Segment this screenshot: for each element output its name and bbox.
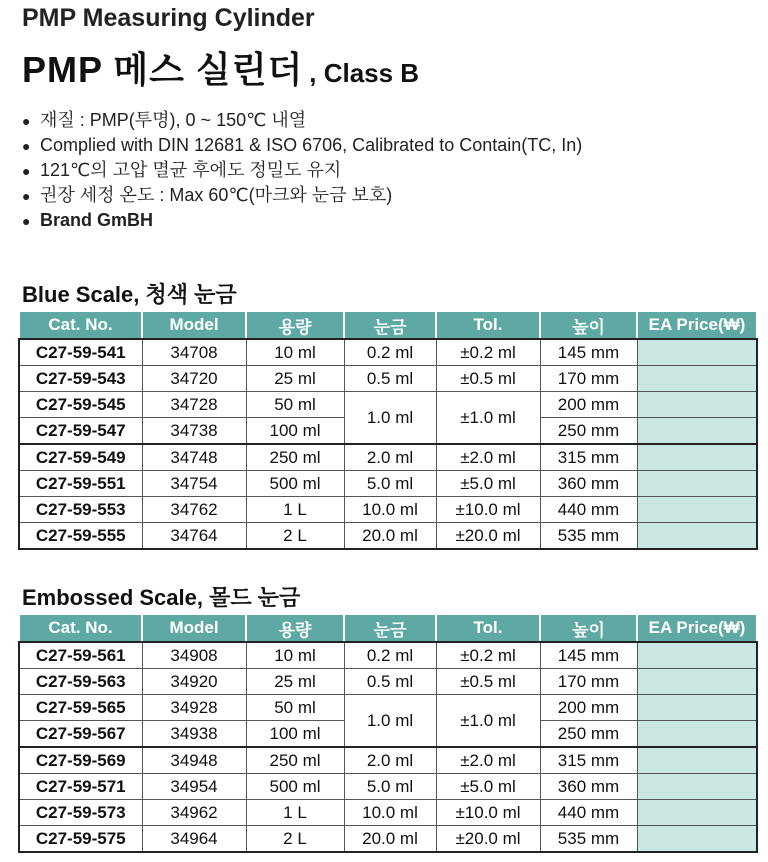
cell-graduation: 1.0 ml: [344, 392, 436, 445]
cell-cat-no: C27-59-573: [19, 800, 142, 826]
cell-ea-price: [637, 826, 757, 853]
cell-tolerance: ±5.0 ml: [436, 471, 540, 497]
title-class: , Class B: [309, 58, 420, 88]
cell-graduation: 1.0 ml: [344, 695, 436, 748]
cell-ea-price: [637, 471, 757, 497]
cell-model: 34920: [142, 669, 246, 695]
col-header-height: 높이: [540, 311, 637, 339]
cell-cat-no: C27-59-549: [19, 444, 142, 471]
cell-capacity: 25 ml: [246, 669, 344, 695]
page-title: PMP Measuring Cylinder: [22, 4, 315, 32]
col-header-capacity: 용량: [246, 614, 344, 642]
col-header-cat-no: Cat. No.: [19, 614, 142, 642]
cell-capacity: 500 ml: [246, 471, 344, 497]
table-row: [19, 444, 757, 471]
cell-cat-no: C27-59-553: [19, 497, 142, 523]
cell-cat-no: C27-59-569: [19, 747, 142, 774]
cell-cat-no: C27-59-541: [19, 339, 142, 366]
bullet-icon: ●: [22, 138, 31, 154]
cell-height: 315 mm: [540, 747, 637, 774]
cell-capacity: 500 ml: [246, 774, 344, 800]
cell-model: 34764: [142, 523, 246, 550]
cell-height: 360 mm: [540, 471, 637, 497]
cell-ea-price: [637, 444, 757, 471]
table-row: [19, 497, 757, 523]
cell-model: 34954: [142, 774, 246, 800]
table-row: [19, 642, 757, 669]
cell-height: 250 mm: [540, 721, 637, 748]
cell-ea-price: [637, 418, 757, 445]
cell-height: 145 mm: [540, 339, 637, 366]
cell-capacity: 10 ml: [246, 339, 344, 366]
col-header-model: Model: [142, 311, 246, 339]
cell-model: 34754: [142, 471, 246, 497]
cell-capacity: 1 L: [246, 800, 344, 826]
cell-capacity: 50 ml: [246, 392, 344, 418]
cell-height: 200 mm: [540, 392, 637, 418]
cell-ea-price: [637, 800, 757, 826]
col-header-cat-no: Cat. No.: [19, 311, 142, 339]
col-header-ea-price: EA Price(₩): [637, 614, 757, 642]
table-header-row: [19, 614, 757, 642]
price-table-blue-scale: [18, 310, 758, 550]
cell-height: 360 mm: [540, 774, 637, 800]
cell-graduation: 20.0 ml: [344, 826, 436, 853]
section-title-embossed-scale: Embossed Scale, 몰드 눈금: [22, 585, 301, 610]
cell-graduation: 2.0 ml: [344, 444, 436, 471]
cell-model: 34748: [142, 444, 246, 471]
page-subtitle: [22, 42, 419, 93]
cell-ea-price: [637, 695, 757, 721]
spec-list: [22, 108, 582, 233]
cell-ea-price: [637, 642, 757, 669]
cell-model: 34964: [142, 826, 246, 853]
cell-tolerance: ±0.2 ml: [436, 339, 540, 366]
col-header-graduation: 눈금: [344, 614, 436, 642]
cell-ea-price: [637, 747, 757, 774]
table-row: [19, 339, 757, 366]
cell-tolerance: ±2.0 ml: [436, 747, 540, 774]
cell-graduation: 2.0 ml: [344, 747, 436, 774]
cell-model: 34708: [142, 339, 246, 366]
cell-graduation: 5.0 ml: [344, 471, 436, 497]
cell-tolerance: ±1.0 ml: [436, 695, 540, 748]
cell-ea-price: [637, 721, 757, 748]
cell-tolerance: ±1.0 ml: [436, 392, 540, 445]
col-header-model: Model: [142, 614, 246, 642]
cell-graduation: 10.0 ml: [344, 800, 436, 826]
cell-cat-no: C27-59-571: [19, 774, 142, 800]
cell-capacity: 2 L: [246, 523, 344, 550]
cell-tolerance: ±5.0 ml: [436, 774, 540, 800]
cell-height: 440 mm: [540, 497, 637, 523]
table-header-row: [19, 311, 757, 339]
cell-tolerance: ±20.0 ml: [436, 826, 540, 853]
table-row: [19, 826, 757, 853]
cell-graduation: 0.5 ml: [344, 669, 436, 695]
cell-capacity: 2 L: [246, 826, 344, 853]
cell-model: 34762: [142, 497, 246, 523]
cell-ea-price: [637, 669, 757, 695]
cell-cat-no: C27-59-545: [19, 392, 142, 418]
cell-model: 34948: [142, 747, 246, 774]
col-header-capacity: 용량: [246, 311, 344, 339]
cell-ea-price: [637, 392, 757, 418]
cell-cat-no: C27-59-567: [19, 721, 142, 748]
cell-capacity: 1 L: [246, 497, 344, 523]
table-row: [19, 392, 757, 418]
cell-tolerance: ±10.0 ml: [436, 497, 540, 523]
cell-ea-price: [637, 366, 757, 392]
cell-capacity: 50 ml: [246, 695, 344, 721]
cell-tolerance: ±0.5 ml: [436, 669, 540, 695]
cell-height: 440 mm: [540, 800, 637, 826]
cell-tolerance: ±0.5 ml: [436, 366, 540, 392]
cell-capacity: 250 ml: [246, 444, 344, 471]
table-row: [19, 669, 757, 695]
cell-cat-no: C27-59-551: [19, 471, 142, 497]
cell-model: 34928: [142, 695, 246, 721]
cell-graduation: 0.2 ml: [344, 642, 436, 669]
cell-model: 34962: [142, 800, 246, 826]
cell-cat-no: C27-59-575: [19, 826, 142, 853]
spec-item: ● Complied with DIN 12681 & ISO 6706, Calibrated to Contain(TC, In): [22, 133, 582, 158]
cell-height: 250 mm: [540, 418, 637, 445]
cell-model: 34728: [142, 392, 246, 418]
bullet-icon: ●: [22, 113, 31, 129]
col-header-ea-price: EA Price(₩): [637, 311, 757, 339]
cell-cat-no: C27-59-565: [19, 695, 142, 721]
table-row: [19, 800, 757, 826]
cell-ea-price: [637, 339, 757, 366]
cell-height: 170 mm: [540, 366, 637, 392]
col-header-height: 높이: [540, 614, 637, 642]
cell-graduation: 20.0 ml: [344, 523, 436, 550]
cell-tolerance: ±0.2 ml: [436, 642, 540, 669]
cell-graduation: 10.0 ml: [344, 497, 436, 523]
table-row: [19, 774, 757, 800]
col-header-tolerance: Tol.: [436, 614, 540, 642]
cell-tolerance: ±10.0 ml: [436, 800, 540, 826]
cell-model: 34908: [142, 642, 246, 669]
table-row: [19, 523, 757, 550]
cell-model: 34720: [142, 366, 246, 392]
spec-item: ● 재질 : PMP(투명), 0 ~ 150℃ 내열: [22, 108, 582, 133]
cell-graduation: 5.0 ml: [344, 774, 436, 800]
cell-height: 535 mm: [540, 523, 637, 550]
col-header-graduation: 눈금: [344, 311, 436, 339]
cell-height: 170 mm: [540, 669, 637, 695]
cell-height: 535 mm: [540, 826, 637, 853]
price-table-embossed-scale: [18, 613, 758, 853]
cell-cat-no: C27-59-555: [19, 523, 142, 550]
cell-cat-no: C27-59-561: [19, 642, 142, 669]
cell-height: 315 mm: [540, 444, 637, 471]
table-row: [19, 471, 757, 497]
cell-capacity: 25 ml: [246, 366, 344, 392]
table-row: [19, 695, 757, 721]
cell-height: 145 mm: [540, 642, 637, 669]
cell-cat-no: C27-59-547: [19, 418, 142, 445]
cell-model: 34938: [142, 721, 246, 748]
cell-tolerance: ±20.0 ml: [436, 523, 540, 550]
cell-ea-price: [637, 497, 757, 523]
bullet-icon: ●: [22, 188, 31, 204]
cell-ea-price: [637, 774, 757, 800]
cell-graduation: 0.5 ml: [344, 366, 436, 392]
spec-item-brand: ● Brand GmBH: [22, 208, 582, 233]
col-header-tolerance: Tol.: [436, 311, 540, 339]
cell-cat-no: C27-59-543: [19, 366, 142, 392]
cell-graduation: 0.2 ml: [344, 339, 436, 366]
cell-capacity: 100 ml: [246, 721, 344, 748]
bullet-icon: ●: [22, 213, 31, 229]
table-row: [19, 747, 757, 774]
spec-item: ● 121℃의 고압 멸균 후에도 정밀도 유지: [22, 158, 582, 183]
title-korean: PMP 메스 실린더: [22, 49, 304, 90]
cell-capacity: 100 ml: [246, 418, 344, 445]
section-title-blue-scale: Blue Scale, 청색 눈금: [22, 282, 237, 307]
cell-model: 34738: [142, 418, 246, 445]
cell-capacity: 10 ml: [246, 642, 344, 669]
cell-capacity: 250 ml: [246, 747, 344, 774]
cell-ea-price: [637, 523, 757, 550]
table-row: [19, 366, 757, 392]
cell-height: 200 mm: [540, 695, 637, 721]
bullet-icon: ●: [22, 163, 31, 179]
spec-item: ● 권장 세정 온도 : Max 60℃(마크와 눈금 보호): [22, 183, 582, 208]
cell-cat-no: C27-59-563: [19, 669, 142, 695]
cell-tolerance: ±2.0 ml: [436, 444, 540, 471]
